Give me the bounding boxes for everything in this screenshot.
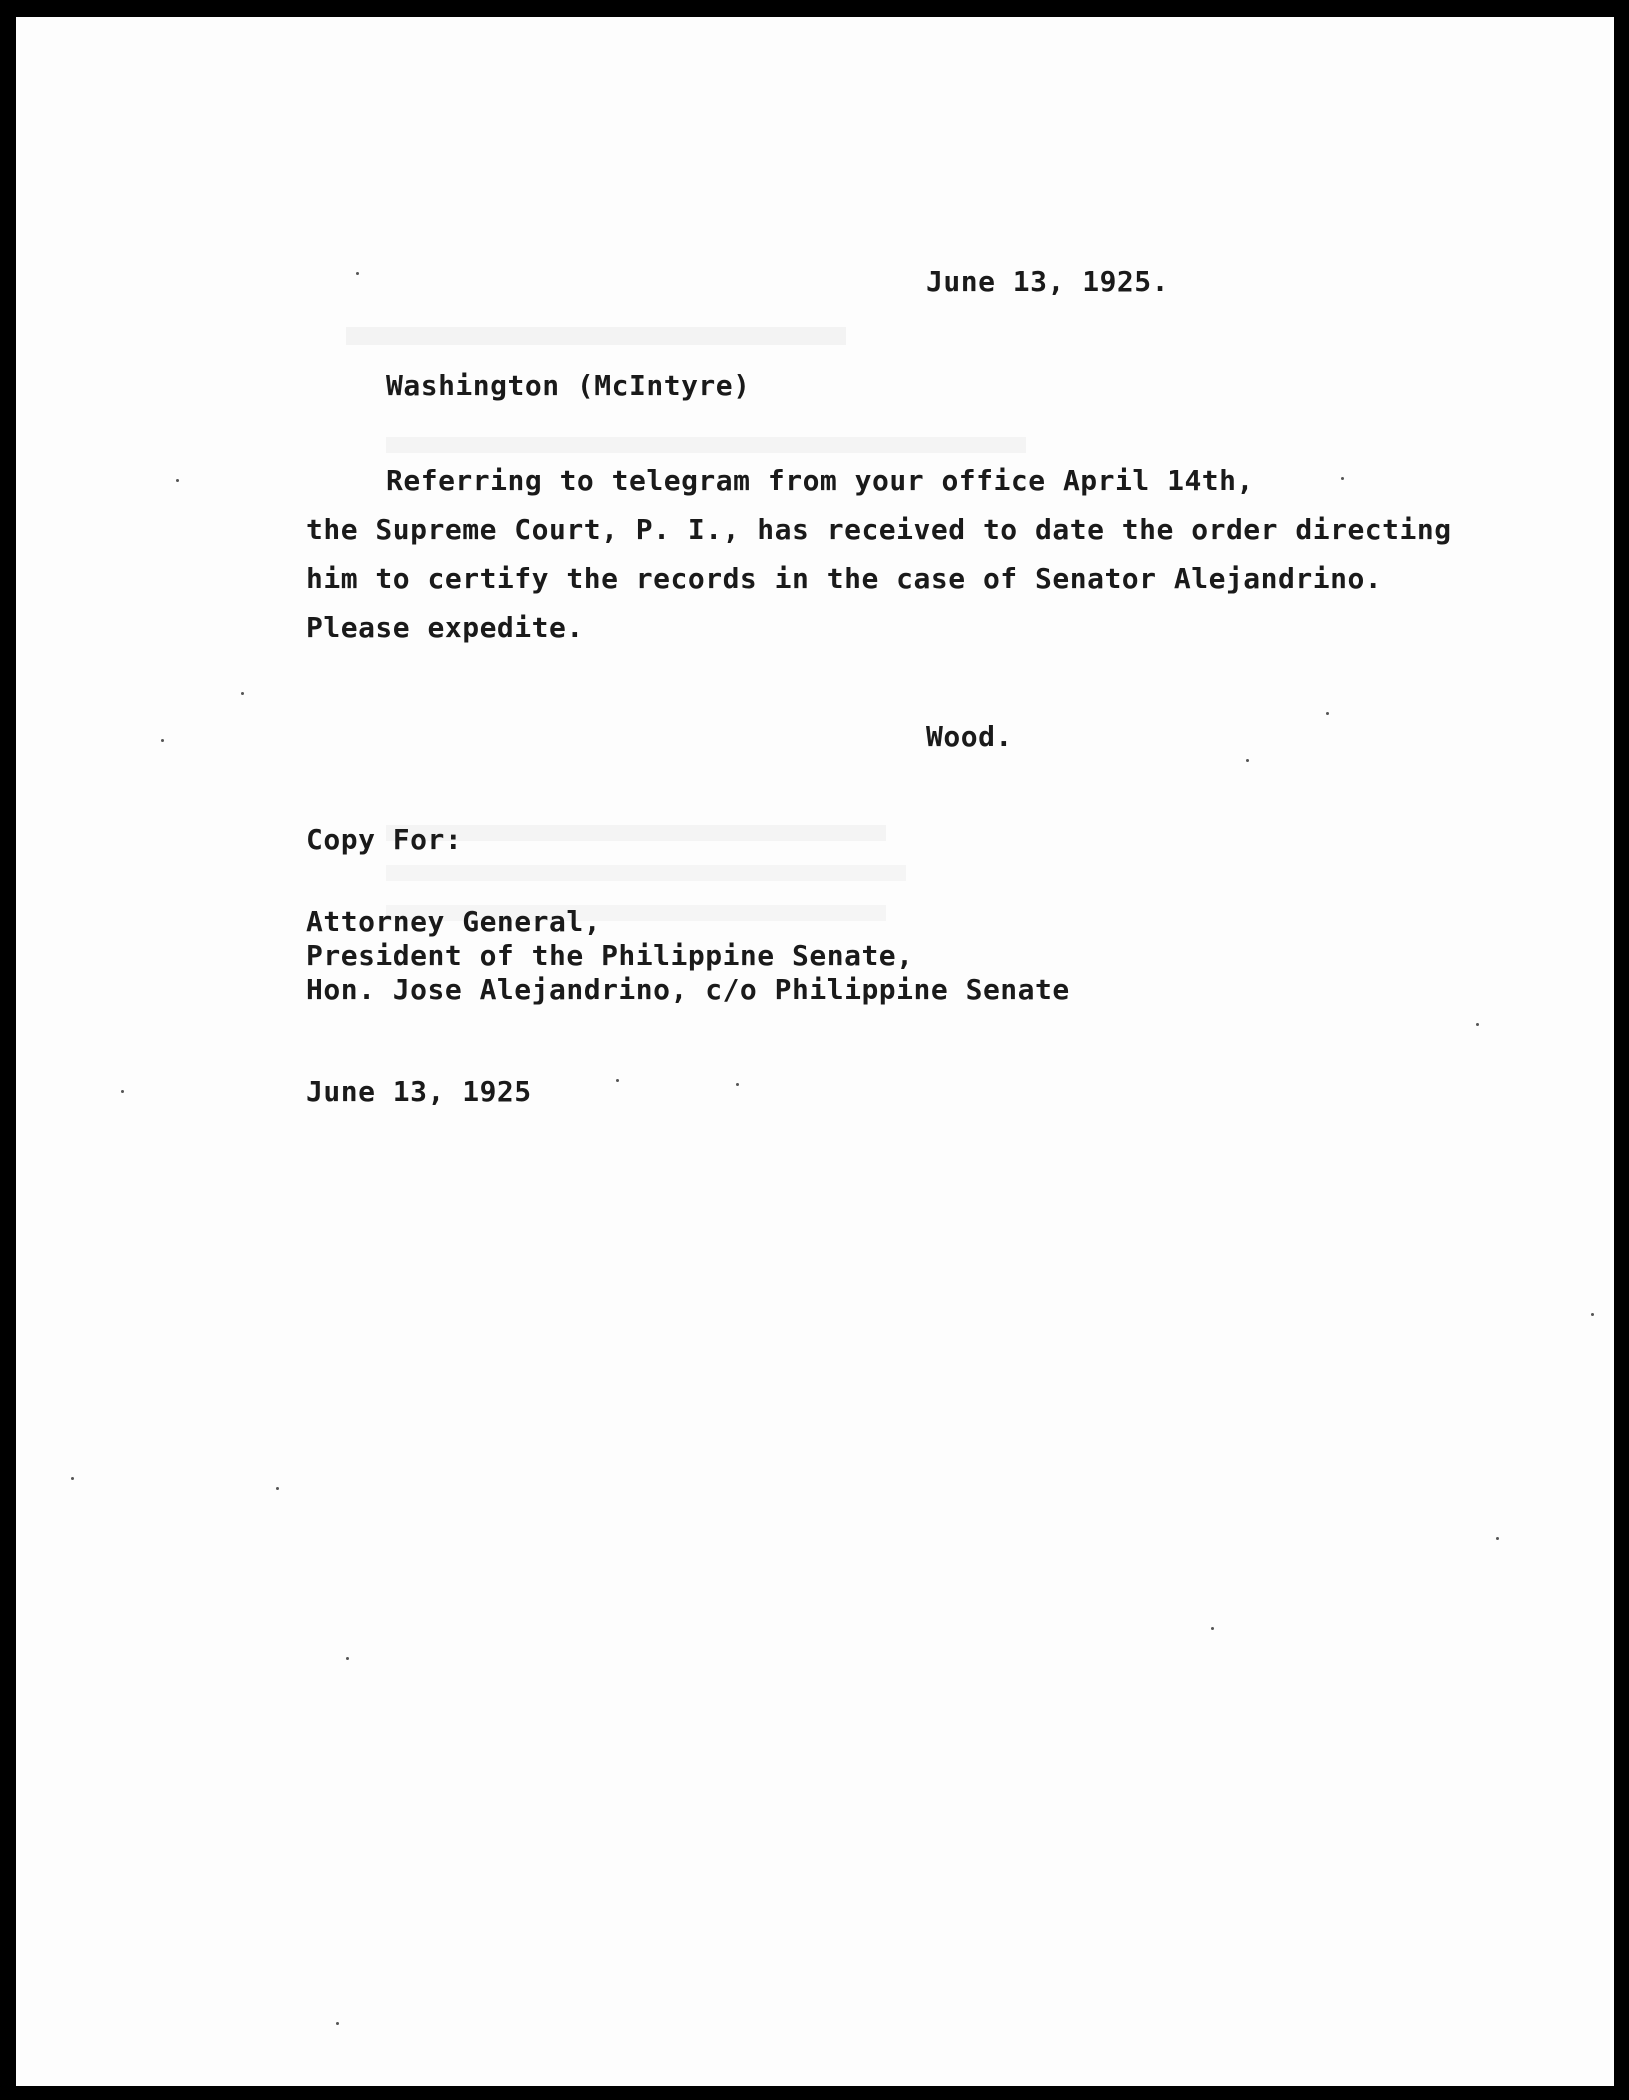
scan-speck [1496, 1537, 1499, 1540]
copy-recipient-3: Hon. Jose Alejandrino, c/o Philippine Senate [306, 973, 1070, 1006]
scan-speck [616, 1079, 619, 1082]
scan-speck [1246, 759, 1249, 762]
scan-speck [71, 1477, 74, 1480]
copy-heading: Copy For: [306, 823, 463, 856]
scan-speck [276, 1487, 279, 1490]
scan-speck [161, 739, 164, 742]
scan-speck [346, 1657, 349, 1660]
footer-date: June 13, 1925 [306, 1075, 532, 1108]
body-line-4: Please expedite. [306, 611, 584, 644]
body-line-3: him to certify the records in the case of Senator Alejandrino. [306, 562, 1383, 595]
body-line-1: Referring to telegram from your office April 14th, [386, 464, 1254, 497]
addressee: Washington (McIntyre) [386, 369, 751, 402]
scan-speck [1211, 1627, 1214, 1630]
scan-speck [736, 1083, 739, 1086]
letter-date: June 13, 1925. [926, 265, 1170, 298]
bleed-through-mark [386, 865, 906, 881]
body-line-2: the Supreme Court, P. I., has received to date the order directing [306, 513, 1452, 546]
scan-speck [1591, 1313, 1594, 1316]
scan-speck [176, 479, 179, 482]
scan-speck [1341, 477, 1344, 480]
bleed-through-mark [346, 327, 846, 345]
bleed-through-mark [386, 437, 1026, 453]
scan-speck [121, 1090, 124, 1093]
scan-speck [241, 692, 244, 695]
scan-speck [1476, 1023, 1479, 1026]
document-page [16, 17, 1614, 2086]
copy-recipient-2: President of the Philippine Senate, [306, 939, 914, 972]
scan-speck [1326, 712, 1329, 715]
signature: Wood. [926, 720, 1013, 753]
scan-speck [336, 2022, 339, 2025]
copy-recipient-1: Attorney General, [306, 905, 602, 938]
scan-speck [356, 272, 359, 275]
